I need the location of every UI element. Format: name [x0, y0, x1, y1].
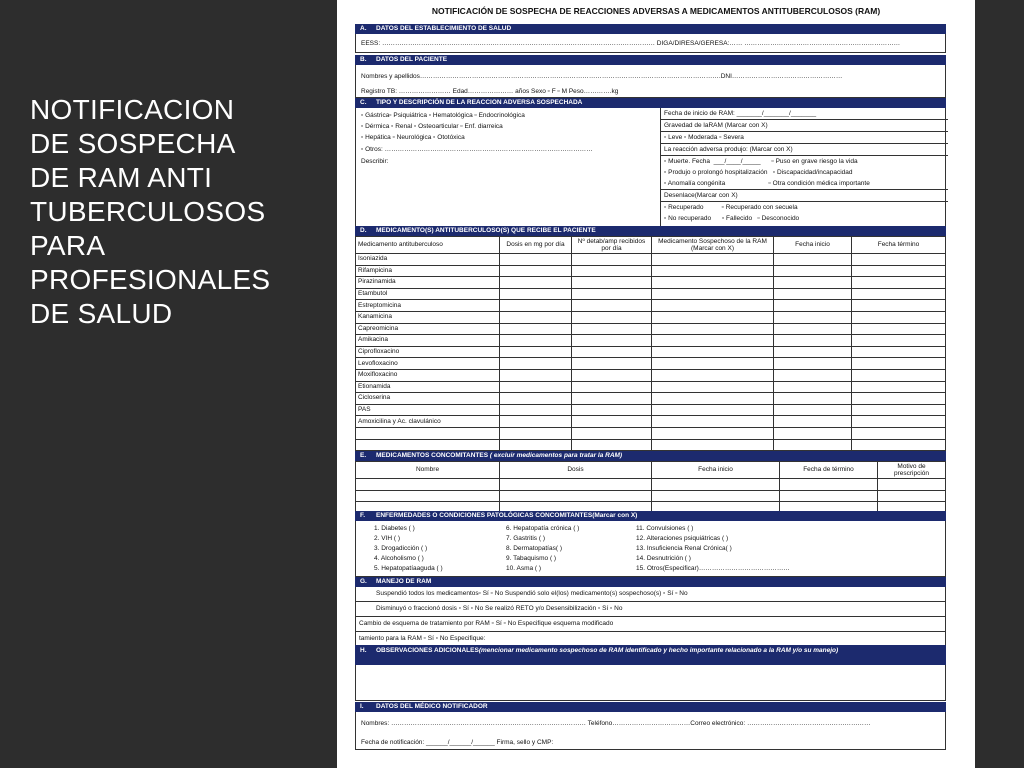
entry-cell[interactable]	[572, 393, 652, 405]
outcome-produced-label: La reacción adversa produjo: (Marcar con X)	[661, 144, 948, 156]
entry-cell[interactable]	[774, 439, 852, 451]
table-row	[356, 265, 946, 277]
section-title: ENFERMEDADES O CONDICIONES PATOLÓGICAS CONCOMITANTES(Marcar con X)	[376, 512, 638, 519]
drug-name-cell: Amoxicilina y Ac. clavulánico	[356, 416, 500, 428]
other-reaction-field[interactable]: ▫ Otros: ……………………………………………………………………………………	[361, 146, 593, 153]
table-row	[356, 416, 946, 428]
column-header: Medicamento antituberculoso	[356, 237, 500, 254]
entry-cell[interactable]	[774, 381, 852, 393]
slide-title-line: PARA	[30, 230, 106, 261]
section-letter: H.	[360, 647, 367, 654]
entry-cell[interactable]	[780, 479, 878, 491]
section-f-body	[355, 521, 946, 577]
table-header-row	[356, 237, 946, 254]
drug-name-cell: Ciprofloxacino	[356, 346, 500, 358]
entry-cell[interactable]	[572, 439, 652, 451]
section-i-header	[355, 702, 946, 712]
column-header: Fecha de término	[780, 462, 878, 479]
entry-cell[interactable]	[572, 381, 652, 393]
entry-cell[interactable]	[652, 323, 774, 335]
entry-cell[interactable]	[356, 490, 500, 502]
table-header-row	[356, 462, 946, 479]
section-h	[355, 645, 946, 701]
section-title: TIPO Y DESCRIPCIÓN DE LA REACCION ADVERSA SOSPECHADA	[376, 99, 583, 106]
entry-cell[interactable]	[572, 288, 652, 300]
condition-item[interactable]: 12. Alteraciones psiquiátricas ( )	[636, 535, 729, 542]
section-a-body	[355, 34, 946, 53]
notification-date-field[interactable]: Fecha de notificación: ______/______/______ Firma, sello y CMP:	[361, 739, 554, 746]
entry-cell[interactable]	[572, 358, 652, 370]
resolution-label: Desenlace(Marcar con X)	[661, 190, 948, 202]
column-header: Fecha inicio	[774, 237, 852, 254]
section-letter: F.	[360, 512, 366, 519]
entry-cell[interactable]	[852, 254, 946, 266]
severity-options[interactable]: ▫ Leve ▫ Moderada ▫ Severa	[661, 132, 948, 144]
entry-cell[interactable]	[774, 277, 852, 289]
column-header: Nº detab/amp recibidos por día	[572, 237, 652, 254]
table-row	[356, 288, 946, 300]
condition-item[interactable]: 4. Alcoholismo ( )	[374, 555, 424, 562]
entry-cell[interactable]	[572, 277, 652, 289]
drug-name-cell: Amikacina	[356, 335, 500, 347]
table-row	[356, 346, 946, 358]
entry-cell[interactable]	[572, 311, 652, 323]
tb-drugs-table	[355, 236, 946, 451]
entry-cell[interactable]	[500, 277, 572, 289]
section-letter: E.	[360, 452, 367, 459]
table-row	[356, 427, 946, 439]
section-h-header	[355, 645, 946, 665]
entry-cell[interactable]	[852, 277, 946, 289]
condition-item[interactable]: 13. Insuficiencia Renal Crónica( )	[636, 545, 732, 552]
entry-cell[interactable]	[500, 479, 652, 491]
entry-cell[interactable]	[774, 404, 852, 416]
section-c-body	[355, 108, 946, 234]
entry-cell[interactable]	[652, 358, 774, 370]
drug-name-cell: Etionamida	[356, 381, 500, 393]
section-f	[355, 511, 946, 577]
entry-cell[interactable]	[852, 416, 946, 428]
drug-name-cell: Isoniazida	[356, 254, 500, 266]
condition-item[interactable]: 5. Hepatopatíaaguda ( )	[374, 565, 443, 572]
section-letter: A.	[360, 25, 367, 32]
eess-field[interactable]: EESS: ……………………………………………………………………………………………………………… DIGA/DIRESA/GERESA:…… ………………………………………………………………	[361, 40, 901, 47]
entry-cell[interactable]	[500, 439, 572, 451]
entry-cell[interactable]	[572, 335, 652, 347]
entry-cell[interactable]	[774, 416, 852, 428]
entry-cell[interactable]	[500, 311, 572, 323]
resolution-options[interactable]: ▫ Recuperado ▫ Recuperado con secuela ▫ No recuperado ▫ Fallecido ▫ Desconocido	[664, 204, 800, 222]
condition-item[interactable]: 10. Asma ( )	[506, 565, 542, 572]
entry-cell[interactable]	[572, 323, 652, 335]
entry-cell[interactable]	[774, 300, 852, 312]
entry-cell[interactable]	[500, 323, 572, 335]
condition-item[interactable]: 2. VIH ( )	[374, 535, 401, 542]
section-b-body	[355, 65, 946, 98]
entry-cell[interactable]	[774, 393, 852, 405]
entry-cell[interactable]	[652, 265, 774, 277]
entry-cell[interactable]	[652, 393, 774, 405]
condition-item[interactable]: 14. Desnutrición ( )	[636, 555, 691, 562]
conditions-column	[506, 524, 579, 574]
entry-cell[interactable]	[652, 479, 780, 491]
section-i	[355, 702, 946, 750]
condition-item[interactable]: 8. Dermatopatías( )	[506, 545, 562, 552]
table-row	[356, 404, 946, 416]
entry-cell[interactable]	[852, 323, 946, 335]
entry-cell[interactable]	[852, 346, 946, 358]
entry-cell[interactable]	[774, 288, 852, 300]
section-title-note: (mencionar medicamento sospechoso de RAM identificado y hecho importante relacionado a la RAM y/o su manejo)	[478, 647, 839, 654]
section-b	[355, 55, 946, 98]
drug-name-cell: Estreptomicina	[356, 300, 500, 312]
entry-cell[interactable]	[652, 288, 774, 300]
reaction-types-row[interactable]: ▫ Dérmica ▫ Renal ▫ Osteoarticular ▫ Enf. diarreica	[361, 123, 503, 130]
entry-cell[interactable]	[500, 300, 572, 312]
entry-cell[interactable]	[852, 427, 946, 439]
condition-item[interactable]: 3. Drogadicción ( )	[374, 545, 428, 552]
outcome-produced-options[interactable]: ▫ Muerte. Fecha ___/____/_____ ▫ Puso en grave riesgo la vida ▫ Produjo o prolongó hospitalización ▫ Discapacidad/incapacidad ▫ Anomalía congénita ▫ Otra condición médica importante	[661, 156, 948, 190]
conditions-column	[374, 524, 443, 574]
slide-title-line: NOTIFICACION	[30, 94, 235, 125]
section-i-body	[355, 712, 946, 750]
entry-cell[interactable]	[774, 369, 852, 381]
section-d	[355, 226, 946, 451]
conditions-column	[636, 524, 790, 574]
entry-cell[interactable]	[878, 479, 946, 491]
section-c-header	[355, 98, 946, 108]
entry-cell[interactable]	[852, 439, 946, 451]
entry-cell[interactable]	[852, 265, 946, 277]
slide-title	[30, 93, 320, 331]
condition-item[interactable]: 6. Hepatopatía crónica ( )	[506, 525, 580, 532]
slide-title-line: DE SOSPECHA	[30, 128, 236, 159]
describe-label: Describir:	[361, 158, 389, 165]
column-header: Nombre	[356, 462, 500, 479]
slide-title-line: DE RAM ANTI	[30, 162, 213, 193]
reaction-types-row[interactable]: ▫ Hepática ▫ Neurológica ▫ Ototóxica	[361, 134, 465, 141]
reporter-name-field[interactable]: Nombres: ……………………………………………………………………………… Teléfono………………………………Correo electrónico: …………………………………………………	[361, 720, 871, 727]
entry-cell[interactable]	[652, 416, 774, 428]
entry-cell[interactable]	[572, 300, 652, 312]
section-title: MANEJO DE RAM	[376, 578, 432, 585]
entry-cell[interactable]	[652, 404, 774, 416]
entry-cell[interactable]	[780, 490, 878, 502]
section-e-header	[355, 451, 946, 461]
entry-cell[interactable]	[652, 311, 774, 323]
table-row	[356, 479, 946, 491]
slide-title-line: TUBERCULOSOS	[30, 196, 266, 227]
table-row	[356, 300, 946, 312]
column-header: Dosis en mg por día	[500, 237, 572, 254]
entry-cell[interactable]	[652, 254, 774, 266]
section-g-header	[355, 577, 946, 587]
column-header: Motivo de prescripción	[878, 462, 946, 479]
condition-item[interactable]: 1. Diabetes ( )	[374, 525, 415, 532]
drug-name-cell: PAS	[356, 404, 500, 416]
ram-management-row[interactable]: Disminuyó o fraccionó dosis ▫ Sí ▫ No Se realizó RETO y/o Desensibilización ▫ Sí ▫ No	[356, 602, 945, 617]
entry-cell[interactable]	[652, 369, 774, 381]
section-letter: I.	[360, 703, 364, 710]
entry-cell[interactable]	[500, 335, 572, 347]
condition-item[interactable]: 7. Gastritis ( )	[506, 535, 546, 542]
entry-cell[interactable]	[852, 404, 946, 416]
entry-cell[interactable]	[852, 381, 946, 393]
entry-cell[interactable]	[500, 393, 572, 405]
table-row	[356, 358, 946, 370]
entry-cell[interactable]	[500, 265, 572, 277]
entry-cell[interactable]	[572, 404, 652, 416]
section-title-note: ( excluir medicamentos para tratar la RAM)	[489, 452, 623, 459]
section-title: DATOS DEL MÉDICO NOTIFICADOR	[376, 703, 488, 710]
entry-cell[interactable]	[852, 393, 946, 405]
drug-name-cell: Levofloxacino	[356, 358, 500, 370]
column-header: Dosis	[500, 462, 652, 479]
table-row	[356, 335, 946, 347]
reaction-types-row[interactable]: ▫ Gástrica▫ Psiquiátrica ▫ Hematológica ▫ Endocrinológica	[361, 112, 525, 119]
entry-cell[interactable]	[572, 265, 652, 277]
table-row	[356, 254, 946, 266]
condition-item[interactable]: 11. Convulsiones ( )	[636, 525, 694, 532]
section-a	[355, 24, 946, 53]
severity-label: Gravedad de laRAM (Marcar con X)	[661, 120, 948, 132]
entry-cell[interactable]	[852, 288, 946, 300]
entry-cell[interactable]	[652, 490, 780, 502]
entry-cell[interactable]	[774, 323, 852, 335]
entry-cell[interactable]	[500, 381, 572, 393]
drug-name-cell: Kanamicina	[356, 311, 500, 323]
ram-management-row[interactable]: tamiento para la RAM ▫ Sí ▫ No Especifique:	[359, 635, 486, 642]
slide-title-line: DE SALUD	[30, 298, 173, 329]
entry-cell[interactable]	[500, 254, 572, 266]
entry-cell[interactable]	[572, 254, 652, 266]
form-title: NOTIFICACIÓN DE SOSPECHA DE REACCIONES ADVERSAS A MEDICAMENTOS ANTITUBERCULOSOS (RAM)	[431, 6, 881, 16]
patient-registry-field[interactable]: Registro TB: …………………… Edad………………… años Sexo ▫ F ▫ M Peso………….kg	[361, 88, 619, 95]
concomitant-drugs-table	[355, 461, 946, 514]
drug-name-cell: Pirazinamida	[356, 277, 500, 289]
entry-cell[interactable]	[774, 265, 852, 277]
entry-cell[interactable]	[652, 381, 774, 393]
section-title: MEDICAMENTO(S) ANTITUBERCULOSO(S) QUE RECIBE EL PACIENTE	[376, 227, 596, 234]
condition-item[interactable]: 9. Tabaquismo ( )	[506, 555, 557, 562]
section-letter: G.	[360, 578, 367, 585]
entry-cell[interactable]	[652, 439, 774, 451]
entry-cell[interactable]	[652, 277, 774, 289]
section-title: DATOS DEL ESTABLECIMIENTO DE SALUD	[376, 25, 512, 32]
section-b-header	[355, 55, 946, 65]
entry-cell[interactable]	[500, 358, 572, 370]
condition-item[interactable]: 15. Otros(Especificar)……………………………………	[636, 565, 790, 572]
entry-cell[interactable]	[774, 254, 852, 266]
ram-management-row[interactable]: Suspendió todos los medicamentos▫ Sí ▫ No Suspendió solo el(los) medicamento(s) sospechoso(s) ▫ Sí ▫ No	[356, 587, 945, 602]
drug-name-cell: Rifampicina	[356, 265, 500, 277]
entry-cell[interactable]	[774, 311, 852, 323]
entry-cell[interactable]	[652, 427, 774, 439]
drug-name-cell	[356, 439, 500, 451]
entry-cell[interactable]	[852, 335, 946, 347]
section-letter: D.	[360, 227, 367, 234]
entry-cell[interactable]	[500, 490, 652, 502]
drug-rows	[356, 254, 946, 451]
reaction-details-panel	[660, 108, 948, 233]
column-header: Fecha término	[852, 237, 946, 254]
entry-cell[interactable]	[774, 335, 852, 347]
entry-cell[interactable]	[500, 404, 572, 416]
drug-name-cell: Cicloserina	[356, 393, 500, 405]
entry-cell[interactable]	[878, 490, 946, 502]
table-row	[356, 439, 946, 451]
drug-name-cell: Etambutol	[356, 288, 500, 300]
entry-cell[interactable]	[652, 300, 774, 312]
entry-cell[interactable]	[500, 346, 572, 358]
section-a-header	[355, 24, 946, 34]
section-d-header	[355, 226, 946, 236]
entry-cell[interactable]	[852, 311, 946, 323]
section-e	[355, 451, 946, 514]
entry-cell[interactable]	[852, 300, 946, 312]
entry-cell[interactable]	[500, 369, 572, 381]
section-g	[355, 577, 946, 647]
section-title: MEDICAMENTOS CONCOMITANTES	[376, 452, 489, 459]
entry-cell[interactable]	[572, 427, 652, 439]
entry-cell[interactable]	[500, 416, 572, 428]
table-row	[356, 311, 946, 323]
section-title: OBSERVACIONES ADICIONALES	[376, 647, 479, 654]
slide-title-line: PROFESIONALES	[30, 264, 271, 295]
table-row	[356, 393, 946, 405]
table-row	[356, 323, 946, 335]
entry-cell[interactable]	[652, 346, 774, 358]
section-f-header	[355, 511, 946, 521]
drug-name-cell: Moxifloxacino	[356, 369, 500, 381]
entry-cell[interactable]	[852, 358, 946, 370]
entry-cell[interactable]	[572, 416, 652, 428]
section-c	[355, 98, 946, 234]
table-row	[356, 490, 946, 502]
column-header: Fecha inicio	[652, 462, 780, 479]
entry-cell[interactable]	[572, 346, 652, 358]
observations-field[interactable]	[355, 665, 946, 701]
reaction-start-date[interactable]: Fecha de inicio de RAM: _______/_______/_______	[661, 108, 948, 120]
entry-cell[interactable]	[852, 369, 946, 381]
entry-cell[interactable]	[774, 358, 852, 370]
entry-cell[interactable]	[356, 479, 500, 491]
entry-cell[interactable]	[774, 427, 852, 439]
drug-name-cell	[356, 427, 500, 439]
section-letter: C.	[360, 99, 367, 106]
entry-cell[interactable]	[774, 346, 852, 358]
entry-cell[interactable]	[572, 369, 652, 381]
table-row	[356, 277, 946, 289]
drug-name-cell: Capreomicina	[356, 323, 500, 335]
concomitant-rows	[356, 479, 946, 514]
table-row	[356, 369, 946, 381]
entry-cell[interactable]	[500, 288, 572, 300]
section-title: DATOS DEL PACIENTE	[376, 56, 448, 63]
patient-name-field[interactable]: Nombres y apellidos………………………………………………………………………………………………………………………….DNI……………………………………………	[361, 73, 843, 80]
entry-cell[interactable]	[652, 335, 774, 347]
section-letter: B.	[360, 56, 367, 63]
ram-management-row[interactable]: Cambio de esquema de tratamiento por RAM ▫ Sí ▫ No Especifique esquema modificado	[356, 617, 945, 632]
entry-cell[interactable]	[500, 427, 572, 439]
section-g-body	[355, 587, 946, 647]
column-header: Medicamento Sospechoso de la RAM (Marcar con X)	[652, 237, 774, 254]
form-page	[337, 0, 975, 768]
table-row	[356, 381, 946, 393]
